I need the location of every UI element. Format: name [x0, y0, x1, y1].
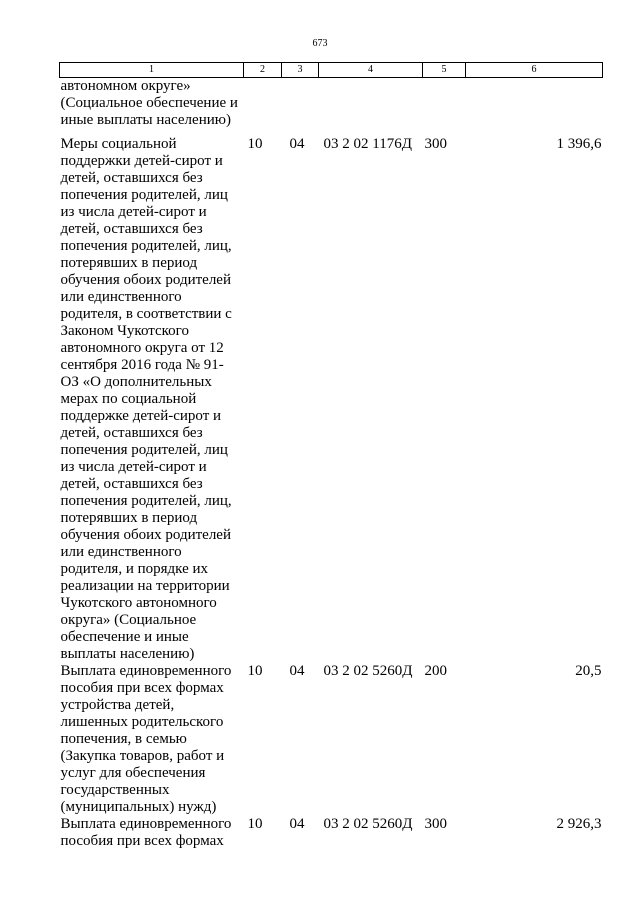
header-col-1: 1	[60, 63, 244, 78]
continued-description: автономном округе» (Социальное обеспечение и иные выплаты населению)	[60, 78, 238, 128]
continued-row	[60, 78, 603, 137]
table-row	[60, 136, 603, 663]
row-section: 10	[247, 663, 263, 679]
row-amount: 2 926,3	[556, 816, 602, 832]
header-col-4: 4	[319, 63, 423, 78]
header-row	[60, 63, 603, 78]
header-col-5: 5	[423, 63, 466, 78]
row-subsection: 04	[289, 663, 305, 679]
row-amount: 1 396,6	[556, 136, 602, 152]
table-header	[60, 63, 603, 78]
table-row	[60, 663, 603, 816]
row-expense-type: 300	[424, 136, 447, 152]
row-expense-type: 300	[424, 816, 447, 832]
row-section: 10	[247, 136, 263, 152]
header-col-2: 2	[244, 63, 282, 78]
table-body	[60, 78, 603, 851]
row-target-article: 03 2 02 5260Д	[323, 816, 413, 832]
table-row	[60, 816, 603, 850]
row-section: 10	[247, 816, 263, 832]
row-subsection: 04	[289, 136, 305, 152]
row-subsection: 04	[289, 816, 305, 832]
row-target-article: 03 2 02 5260Д	[323, 663, 413, 679]
page-number: 673	[312, 38, 328, 49]
row-target-article: 03 2 02 1176Д	[323, 136, 412, 152]
row-description: Выплата единовременного пособия при всех формах	[60, 816, 232, 849]
header-col-6: 6	[466, 63, 603, 78]
row-description: Выплата единовременного пособия при всех формах устройства детей, лишенных родительского попечения, в семью (Закупка товаров, работ и услуг для обеспечения государственных (муниципальных) нужд)	[60, 663, 232, 815]
row-amount: 20,5	[575, 663, 602, 679]
row-description: Меры социальной поддержки детей-сирот и детей, оставшихся без попечения родителей, лиц из числа детей-сирот и детей, оставшихся без попечения родителей, лиц, потерявших в период обучения обоих родителей или единственного родителя, в соответствии с Законом Чукотского автономного округа от 12 сентября 2016 года № 91-ОЗ «О дополнительных мерах по социальной поддержке детей-сирот и детей, оставшихся без попечения родителей, лиц из числа детей-сирот и детей, оставшихся без попечения родителей, лиц, потерявших в период обучения обоих родителей или единственного родителя, и порядке их реализации на территории Чукотского автономного округа» (Социальное обеспечение и иные выплаты населению)	[60, 136, 232, 662]
header-col-3: 3	[282, 63, 319, 78]
budget-table	[59, 62, 603, 850]
row-expense-type: 200	[424, 663, 447, 679]
